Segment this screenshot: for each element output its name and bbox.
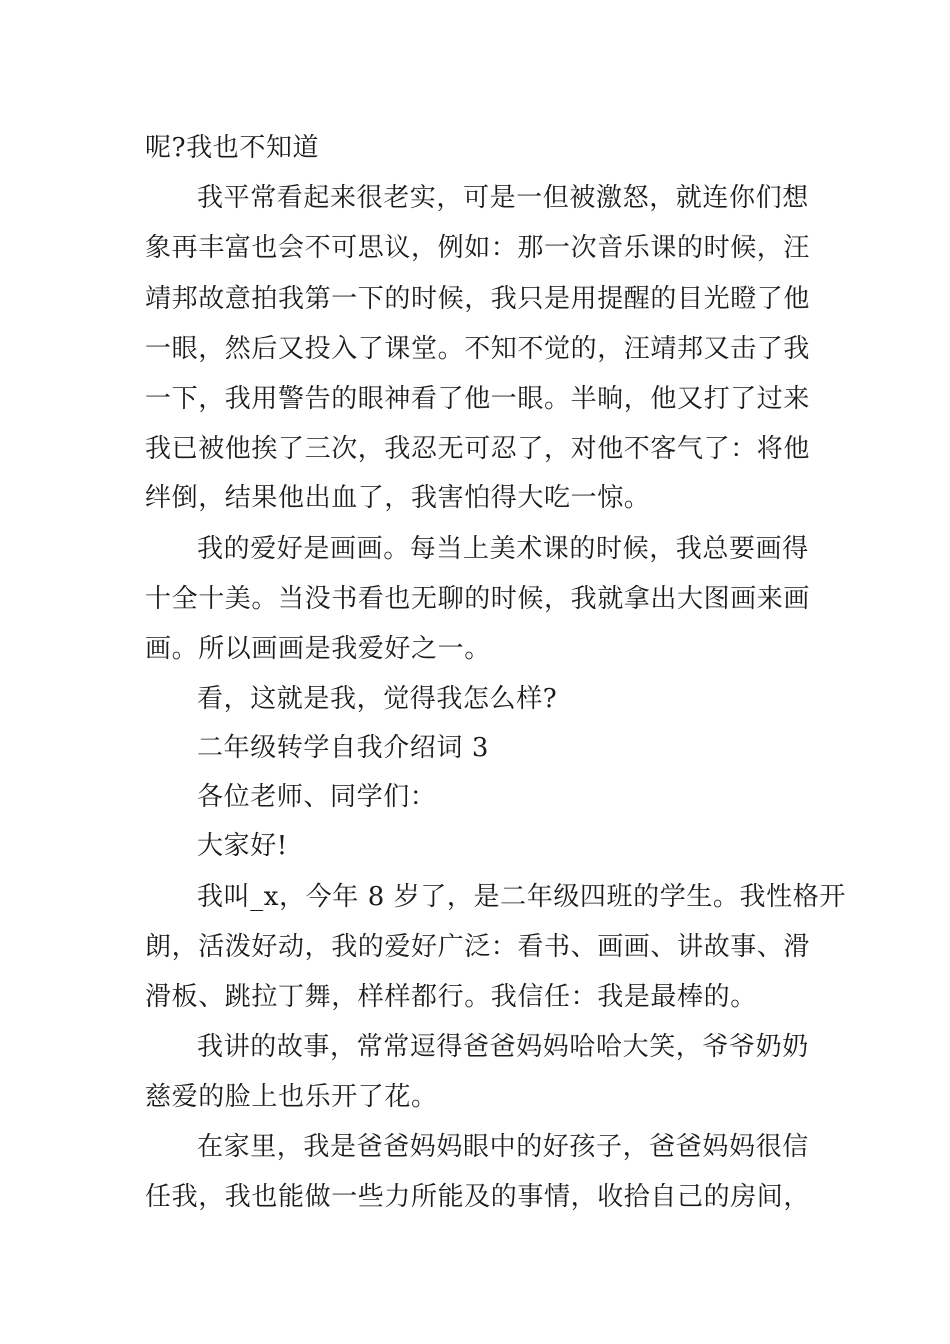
text-line: 任我，我也能做一些力所能及的事情，收拾自己的房间，	[145, 1182, 811, 1212]
paragraph-start-line: 我的爱好是画画。每当上美术课的时候，我总要画得	[197, 534, 809, 564]
paragraph-start-line: 我叫_x，今年 8 岁了，是二年级四班的学生。我性格开	[197, 882, 846, 912]
text-line: 十全十美。当没书看也无聊的时候，我就拿出大图画来画	[145, 584, 811, 614]
text-line: 慈爱的脸上也乐开了花。	[145, 1082, 438, 1112]
paragraph-start-line: 在家里，我是爸爸妈妈眼中的好孩子，爸爸妈妈很信	[197, 1132, 809, 1162]
text-line: 朗，活泼好动，我的爱好广泛：看书、画画、讲故事、滑	[145, 932, 811, 962]
text-line: 画。所以画画是我爱好之一。	[145, 634, 491, 664]
text-line: 一下，我用警告的眼神看了他一眼。半晌，他又打了过来	[145, 384, 811, 414]
text-line: 一眼，然后又投入了课堂。不知不觉的，汪靖邦又击了我	[145, 334, 811, 364]
text-line: 呢?我也不知道	[145, 133, 320, 163]
text-line: 象再丰富也会不可思议，例如：那一次音乐课的时候，汪	[145, 233, 811, 263]
greeting-line: 大家好!	[197, 831, 288, 861]
paragraph-start-line: 我讲的故事，常常逗得爸爸妈妈哈哈大笑，爷爷奶奶	[197, 1032, 809, 1062]
text-line: 滑板、跳拉丁舞，样样都行。我信任：我是最棒的。	[145, 982, 757, 1012]
paragraph-start-line: 我平常看起来很老实，可是一但被激怒，就连你们想	[197, 183, 809, 213]
text-line: 绊倒，结果他出血了，我害怕得大吃一惊。	[145, 483, 651, 513]
text-line: 我已被他挨了三次，我忍无可忍了，对他不客气了：将他	[145, 434, 811, 464]
greeting-line: 各位老师、同学们：	[197, 782, 437, 812]
text-line: 靖邦故意拍我第一下的时候，我只是用提醒的目光瞪了他	[145, 284, 811, 314]
paragraph-start-line: 看，这就是我，觉得我怎么样?	[197, 684, 558, 714]
section-heading: 二年级转学自我介绍词 3	[197, 733, 490, 763]
